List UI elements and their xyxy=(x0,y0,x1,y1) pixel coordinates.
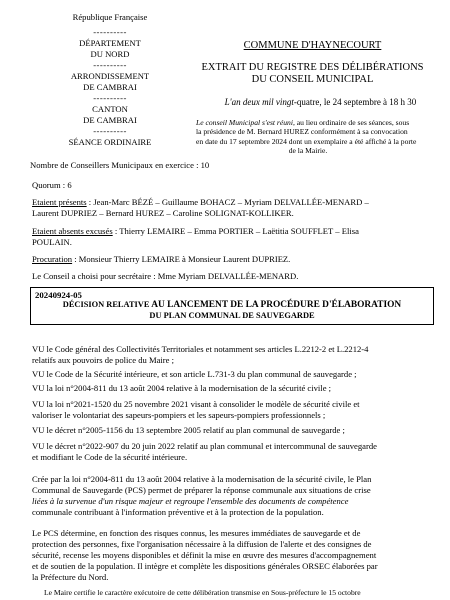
paragraph-line: liées à la survenue d'un risque majeur et regroupe l'ensemble des documents de compétence xyxy=(32,496,349,506)
vu-line: valoriser le volontariat des sapeurs-pompiers et les sapeurs-pompiers professionnels ; xyxy=(32,410,326,420)
certification-footer: Le Maire certifie le caractère exécutoire de cette délibération transmise en Sous-préfecture le 15 octobre xyxy=(44,588,361,597)
vu-item xyxy=(32,369,437,380)
departement-label: DU NORD xyxy=(90,49,130,59)
presents-list xyxy=(32,197,437,219)
administrative-header xyxy=(40,12,180,148)
intro-handwritten: Le conseil Municipal s'est réuni xyxy=(196,118,293,127)
vu-line: VU le Code de la Sécurité intérieure, et son article L.731-3 du plan communal de sauvegarde ; xyxy=(32,369,357,379)
decision-title-small: DÉCISION RELATIVE xyxy=(62,300,150,309)
extrait-line: EXTRAIT DU REGISTRE DES DÉLIBÉRATIONS xyxy=(201,62,424,73)
decision-subtitle: DU PLAN COMMUNAL DE SAUVEGARDE xyxy=(149,311,315,320)
vu-line: VU le décret n°2022-907 du 20 juin 2022 relatif au plan communal et intercommunal de sauvegarde xyxy=(32,441,377,451)
vu-item xyxy=(32,344,437,366)
vu-line: VU le Code général des Collectivités Territoriales et notamment ses articles L.2212-2 et L.2212-4 xyxy=(32,344,369,354)
vu-line: et modifiant le Code de la sécurité intérieure. xyxy=(32,452,188,462)
paragraph-line: Crée par la loi n°2004-811 du 13 août 2004 relative à la modernisation de la sécurité civile, le Plan xyxy=(32,474,372,484)
paragraph-line: Le PCS détermine, en fonction des risques connus, les mesures immédiates de sauvegarde et de xyxy=(32,528,361,538)
presents-names: : Jean-Marc BÉZÉ – Guillaume BOHACZ – Myriam DELVALLÉE-MENARD – xyxy=(86,197,369,207)
separator: ---------- xyxy=(93,126,127,136)
decision-title-big: AU LANCEMENT DE LA PROCÉDURE D'ÉLABORATION xyxy=(149,300,402,310)
presents-names: Laurent DUPRIEZ – Bernard HUREZ – Caroline SOLIGNAT-KOLLIKER. xyxy=(32,208,294,218)
seance-label: SÉANCE ORDINAIRE xyxy=(68,137,152,147)
separator: ---------- xyxy=(93,93,127,103)
extrait-title xyxy=(190,62,435,86)
absents-list xyxy=(32,226,437,248)
departement-label: DÉPARTEMENT xyxy=(79,38,141,48)
vu-item xyxy=(32,425,437,436)
canton-label: DE CAMBRAI xyxy=(83,115,137,125)
vu-item xyxy=(32,399,437,421)
decision-box xyxy=(30,287,434,325)
vu-line: relatifs aux pouvoirs de police du Maire ; xyxy=(32,355,174,365)
intro-line: de la Mairie. xyxy=(288,146,328,156)
intro-line: la présidence de M. Bernard HUREZ conformément à sa convocation xyxy=(196,127,408,137)
paragraph-line: la Préfecture du Nord. xyxy=(32,572,109,582)
paragraph-line: et de soutien de la population. Il intègre et complète les dispositions générales ORSEC élaborées par xyxy=(32,561,378,571)
intro-line: , au lieu ordinaire de ses séances, sous xyxy=(292,118,410,127)
separator: ---------- xyxy=(93,60,127,70)
conseillers-count: Nombre de Conseillers Municipaux en exercice : 10 xyxy=(30,160,210,170)
procuration-label: Procuration xyxy=(32,254,73,264)
meeting-intro xyxy=(184,118,432,156)
republique-label: République Française xyxy=(72,12,148,22)
paragraph-line: sécurité, recense les moyens disponibles et définit la mise en œuvre des mesures d'accompagnement xyxy=(32,550,377,560)
decision-reference: 20240924-05 xyxy=(35,290,82,300)
vu-item xyxy=(32,441,437,463)
secretaire: Le Conseil a choisi pour secrétaire : Mme Myriam DELVALLÉE-MENARD. xyxy=(32,271,299,281)
paragraph-line: communale contribuant à l'information préventive et à la protection de la population. xyxy=(32,507,324,517)
extrait-line: DU CONSEIL MUNICIPAL xyxy=(251,74,374,85)
arrondissement-label: DE CAMBRAI xyxy=(83,82,137,92)
absents-names: POULAIN. xyxy=(32,237,72,247)
procuration-text: : Monsieur Thierry LEMAIRE à Monsieur Laurent DUPRIEZ. xyxy=(72,254,291,264)
canton-label: CANTON xyxy=(92,104,128,114)
meeting-date xyxy=(198,97,443,107)
intro-line: en date du 17 septembre 2024 dont un exemplaire a été affiché à la porte xyxy=(196,136,417,146)
quorum: Quorum : 6 xyxy=(32,180,72,190)
commune-title: COMMUNE D'HAYNECOURT xyxy=(243,40,382,51)
presents-label: Etaient présents xyxy=(32,197,87,207)
absents-label: Etaient absents excusés xyxy=(32,226,113,236)
separator: ---------- xyxy=(93,27,127,37)
vu-line: VU la loi n°2021-1520 du 25 novembre 2021 visant à consolider le modèle de sécurité civile et xyxy=(32,399,360,409)
arrondissement-label: ARRONDISSEMENT xyxy=(70,71,150,81)
paragraph-line: Communal de Sauvegarde (PCS) permet de préparer la réponse communale aux situations de crise xyxy=(32,485,371,495)
absents-names: : Thierry LEMAIRE – Emma PORTIER – Laëtitia SOUFFLET – Elisa xyxy=(112,226,359,236)
pcs-role-paragraph xyxy=(32,528,437,583)
vu-item xyxy=(32,383,437,394)
procuration xyxy=(32,254,437,265)
vu-line: VU le décret n°2005-1156 du 13 septembre 2005 relatif au plan communal de sauvegarde ; xyxy=(32,425,345,435)
decision-title xyxy=(31,300,433,310)
pcs-definition-paragraph xyxy=(32,474,437,518)
date-text: -quatre, le 24 septembre à 18 h 30 xyxy=(293,97,417,107)
date-handwritten: L'an deux mil vingt xyxy=(224,97,294,107)
vu-line: VU la loi n°2004-811 du 13 août 2004 relative à la modernisation de la sécurité civile ; xyxy=(32,383,332,393)
paragraph-line: protection des personnes, fixe l'organisation nécessaire à la diffusion de l'alerte et des consignes de xyxy=(32,539,372,549)
